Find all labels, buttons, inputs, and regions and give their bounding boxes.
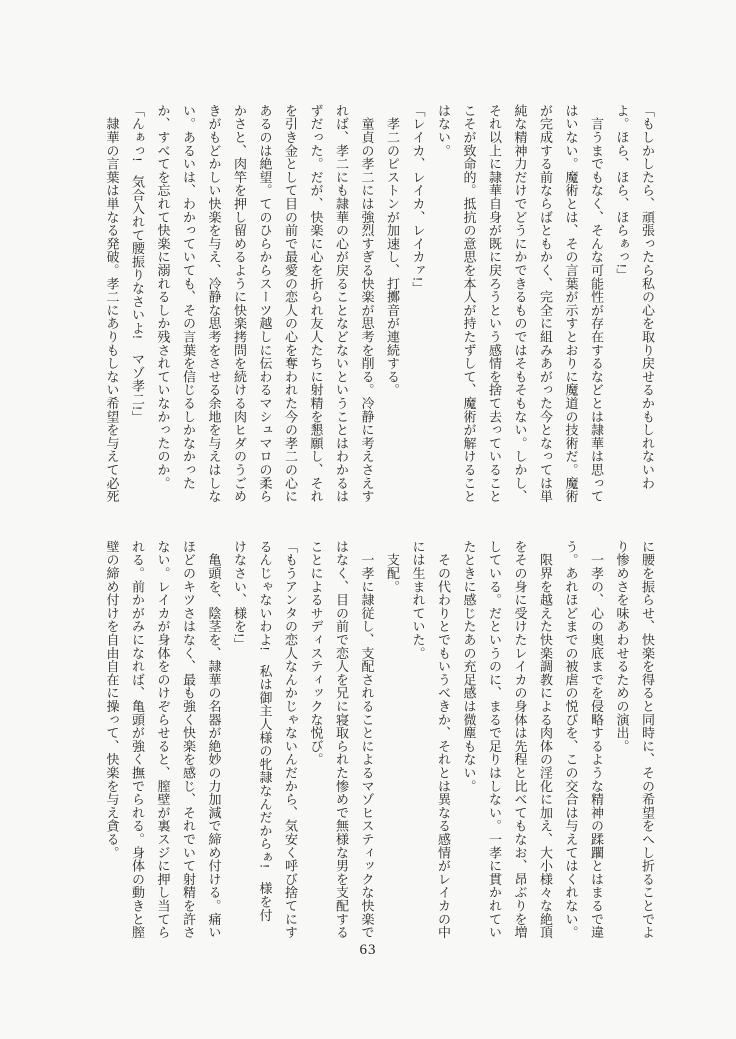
text-column: 孝二のピストンが加速し、打擲音が連続する。	[385, 104, 400, 397]
text-column: が完成する前ならばともかく、完全に組みあがった今となっては単	[538, 104, 553, 503]
text-column: 言うまでもなく、そんな可能性が存在するなどとは隷華は思って	[589, 104, 604, 503]
text-column: 一孝に隷従し、支配されることによるマゾヒスティックな快楽で	[359, 540, 375, 939]
text-column: 「んぁっ! 気合入れて腰振りなさいよ! マゾ孝二!」	[130, 104, 145, 424]
text-column: その代わりとでもいうべきか、それとは異なる感情がレイカの中	[436, 540, 451, 939]
text-column: たときに感じたあの充足感は微塵もない。	[461, 540, 477, 793]
text-column: 亀頭を、陰茎を、隷華の名器が絶妙の力加減で締め付ける。痛い	[206, 540, 222, 939]
text-column: 壁の締め付けを自由自在に操って、快楽を与え貪る。	[104, 540, 120, 860]
text-column: かさと、肉竿を押し留めるように快楽拷問を続ける肉ヒダのうごめ	[232, 104, 247, 503]
text-column: か、すべてを忘れて快楽に溺れるしか残されていなかったのか。	[155, 104, 171, 490]
text-column: ずだった。だが、快楽に心を折られ友人たちに射精を懇願し、それ	[308, 104, 324, 503]
text-column: う。あれほどまでの被虐の悦びを、この交合は与えてはくれない。	[563, 540, 579, 939]
text-column: それ以上に隷華自身が既に戻ろうという感情を捨て去っていること	[487, 104, 502, 503]
text-column: 純な精神力だけでどうにかできるものではそもそもない。しかし、	[512, 104, 528, 503]
text-block-bottom	[99, 540, 660, 939]
text-column: 一孝の、心の奥底までを侵略するような精神の蹂躙とはまるで違	[589, 540, 604, 939]
text-column: をその身に受けたレイカの身体は先程と比べてもなお、昂ぶりを増	[512, 540, 528, 939]
text-column: 「もしかしたら、頑張ったら私の心を取り戻せるかもしれないわ	[640, 104, 655, 490]
text-column: はなく、目の前で恋人を兄に寝取られた惨めで無様な男を支配する	[334, 540, 349, 939]
text-column: ことによるサディスティックな悦び。	[308, 540, 324, 767]
text-column: きがもどかしい快楽を与え、冷静な思考をさせる余地を与えはしな	[206, 104, 222, 503]
text-column: ほどのキツさはなく、最も強く快楽を感じ、それでいて射精を許さ	[181, 540, 196, 939]
text-column: 限界を越えた快楽調教による肉体の淫化に加え、大小様々な絶頂	[538, 540, 553, 939]
text-column: り惨めさを味あわせるための演出。	[614, 540, 630, 753]
text-column: 支配。	[385, 540, 400, 594]
text-column: に腰を振らせ、快楽を得ると同時に、その希望をへし折ることでよ	[640, 540, 655, 939]
text-column: 「レイカ、レイカ、レイカァ!」	[410, 104, 426, 295]
text-column: るんじゃないわよ! 私は御主人様の牝隷なんだからぁ! 様を付	[257, 540, 273, 922]
text-column: はいない。魔術とは、その言葉が示すとおりに魔道の技術だ。魔術	[563, 104, 579, 503]
text-block-top	[99, 104, 660, 503]
text-column: している。だというのに、まるで足りはしない。一孝に貫かれてい	[487, 540, 502, 939]
text-column: 「もうアンタの恋人なんかじゃないんだから、気安く呼び捨てにす	[283, 540, 298, 939]
text-column: れる。前かがみになれば、亀頭が強く撫でられる。身体の動きと膣	[130, 540, 145, 939]
text-column: けなさい、様を!」	[232, 540, 247, 652]
text-column: 童貞の孝二には強烈すぎる快楽が思考を削る。冷静に考えさえす	[359, 104, 375, 503]
text-column: よ。ほら、ほら、ほらぁっ!」	[614, 104, 630, 282]
text-column: こそが致命的。抵抗の意思を本人が持たずして、魔術が解けること	[461, 104, 477, 503]
text-column: ない。レイカが身体をのけぞらせると、膣壁が裏スジに押し当てら	[155, 540, 171, 939]
page-number: 63	[359, 942, 377, 958]
text-column: を引き金として目の前で最愛の恋人の心を奪われた今の孝二の心に	[283, 104, 298, 503]
text-column: 隷華の言葉は単なる発破。孝二にありもしない希望を与えて必死	[104, 104, 120, 503]
text-column: には生まれていた。	[410, 540, 426, 660]
text-column: い。あるいは、わかっていても、その言葉を信じるしかなかった	[181, 104, 196, 490]
text-column: あるのは絶望。てのひらからスーツ越しに伝わるマシュマロの柔ら	[257, 104, 273, 503]
text-column: れば、孝二にも隷華の心が戻ることなどないということはわかるは	[334, 104, 349, 503]
text-column: はない。	[436, 104, 451, 158]
